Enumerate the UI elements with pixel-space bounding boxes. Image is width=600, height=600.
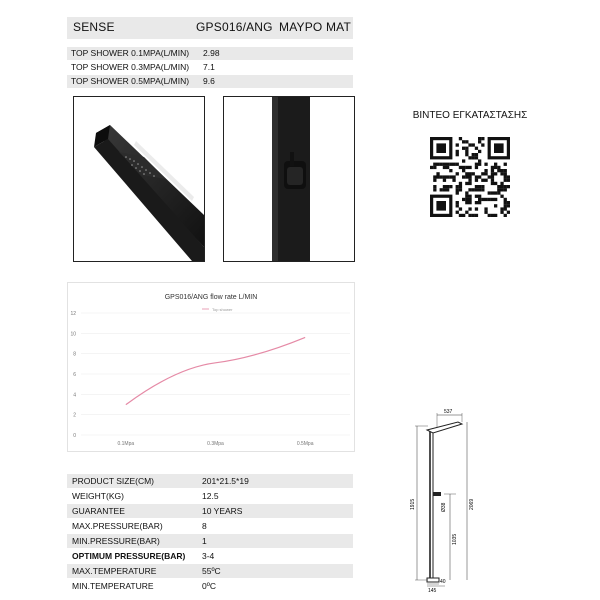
row-value: 10 YEARS	[202, 506, 243, 516]
chart-svg	[68, 283, 354, 451]
dim-dia: Ø38	[441, 502, 447, 512]
row-label: PRODUCT SIZE(CM)	[72, 476, 155, 486]
model-code: GPS016/ANG	[196, 20, 273, 34]
row-label: OPTIMUM PRESSURE(BAR)	[72, 551, 186, 561]
y-tick-label: 6	[73, 372, 76, 378]
row-value: 3-4	[202, 551, 215, 561]
legend-label: Top shower	[212, 307, 233, 312]
table-row	[67, 474, 353, 488]
dim-valve: 1035	[452, 533, 458, 545]
specs-table	[67, 474, 353, 594]
row-value: 1	[202, 536, 207, 546]
x-tick-label: 0.1Mpa	[117, 441, 135, 447]
row-label: TOP SHOWER 0.1MPA(L/MIN)	[71, 48, 190, 58]
row-value: 9.6	[203, 76, 215, 86]
dim-base1: 40	[440, 579, 446, 585]
series-name: SENSE	[73, 20, 115, 34]
row-value: 8	[202, 521, 207, 531]
table-row	[67, 504, 353, 518]
y-tick-label: 2	[73, 412, 76, 419]
y-tick-label: 4	[73, 392, 76, 399]
row-label: MAX.TEMPERATURE	[72, 566, 157, 576]
row-value: 7.1	[203, 62, 215, 72]
row-value: 12.5	[202, 491, 219, 501]
flow-rate-table	[67, 47, 353, 89]
flow-rate-chart	[67, 282, 355, 452]
video-label: ΒΙΝΤΕΟ ΕΓΚΑΤΑΣΤΑΣΗΣ	[412, 110, 528, 121]
finish-name: ΜΑΥΡΟ ΜΑΤ	[279, 20, 352, 34]
product-photo-valve	[223, 96, 355, 262]
row-value: 0ºC	[202, 581, 216, 591]
product-photo-head	[73, 96, 205, 262]
y-tick-label: 0	[73, 433, 76, 439]
table-row	[67, 534, 353, 548]
table-row	[67, 564, 353, 578]
row-label: MAX.PRESSURE(BAR)	[72, 521, 163, 531]
dim-left-height: 1915	[410, 498, 416, 510]
row-label: MIN.TEMPERATURE	[72, 581, 154, 591]
dim-right-height: 2069	[469, 498, 475, 510]
dim-top: 537	[444, 409, 453, 415]
technical-drawing	[400, 400, 500, 595]
table-row	[67, 519, 353, 533]
qr-code[interactable]	[430, 137, 510, 217]
table-row	[67, 489, 353, 503]
row-label: MIN.PRESSURE(BAR)	[72, 536, 160, 546]
table-row	[67, 549, 353, 563]
header-bar	[67, 17, 353, 39]
row-label: TOP SHOWER 0.5MPA(L/MIN)	[71, 76, 190, 86]
row-value: 201*21.5*19	[202, 476, 249, 486]
x-tick-label: 0.5Mpa	[296, 441, 314, 447]
table-row	[67, 61, 353, 74]
y-tick-label: 10	[70, 331, 76, 338]
dim-base2: 145	[428, 588, 437, 594]
x-tick-label: 0.3Mpa	[207, 441, 224, 447]
chart-title: GPS016/ANG flow rate L/MIN	[164, 294, 258, 301]
y-tick-label: 12	[70, 311, 76, 317]
table-row	[67, 47, 353, 60]
y-tick-label: 8	[73, 351, 76, 358]
row-value: 55ºC	[202, 566, 221, 576]
row-label: WEIGHT(KG)	[72, 491, 124, 501]
row-label: GUARANTEE	[72, 506, 125, 516]
row-value: 2.98	[203, 48, 220, 58]
table-row	[67, 579, 353, 593]
table-row	[67, 75, 353, 88]
row-label: TOP SHOWER 0.3MPA(L/MIN)	[71, 62, 190, 72]
